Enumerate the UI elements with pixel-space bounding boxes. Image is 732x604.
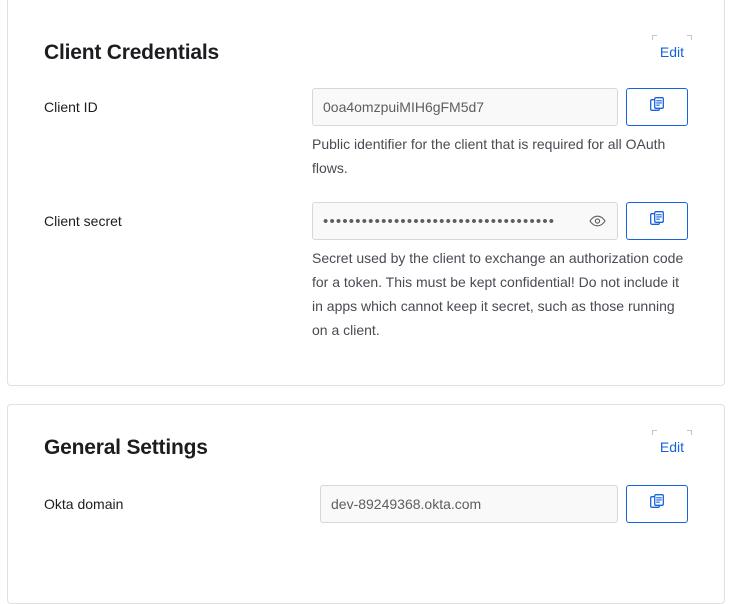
general-settings-title: General Settings: [44, 436, 208, 459]
okta-domain-input-row: [320, 485, 688, 523]
client-id-help-text: Public identifier for the client that is required for all OAuth flows.: [312, 136, 666, 176]
client-secret-help-text: Secret used by the client to exchange an authorization code for a token. This must be kept confidential! Do not include it in apps which cannot keep it secret, such as those running on a client.: [312, 250, 684, 338]
client-secret-masked-value: ••••••••••••••••••••••••••••••••••••: [323, 213, 556, 229]
copy-client-secret-button[interactable]: [626, 202, 688, 240]
client-credentials-card: [7, 0, 725, 386]
client-secret-input-row: [312, 202, 688, 240]
okta-domain-label: Okta domain: [44, 496, 124, 512]
copy-icon: [650, 494, 665, 515]
general-settings-header: [8, 405, 724, 461]
client-credentials-header: [8, 0, 724, 66]
client-secret-label: Client secret: [44, 213, 122, 229]
copy-client-id-button[interactable]: [626, 88, 688, 126]
edit-general-settings-button[interactable]: Edit: [656, 435, 688, 459]
client-id-row: [8, 88, 724, 180]
client-id-input-row: [312, 88, 688, 126]
okta-domain-row: [8, 485, 724, 523]
client-id-label: Client ID: [44, 99, 98, 115]
client-secret-control: [312, 202, 688, 342]
general-settings-card: [7, 404, 725, 604]
client-secret-row: [8, 202, 724, 342]
copy-icon: [650, 97, 665, 118]
client-id-input[interactable]: 0oa4omzpuiMIH6gFM5d7: [312, 88, 618, 126]
copy-okta-domain-button[interactable]: [626, 485, 688, 523]
okta-domain-input[interactable]: dev-89249368.okta.com: [320, 485, 618, 523]
edit-client-credentials-button[interactable]: Edit: [656, 40, 688, 64]
eye-icon[interactable]: [587, 211, 607, 231]
client-id-control: [312, 88, 688, 180]
okta-domain-control: [320, 485, 688, 523]
page-title: Client Credentials: [44, 41, 219, 64]
copy-icon: [650, 211, 665, 232]
client-secret-input[interactable]: [312, 202, 618, 240]
